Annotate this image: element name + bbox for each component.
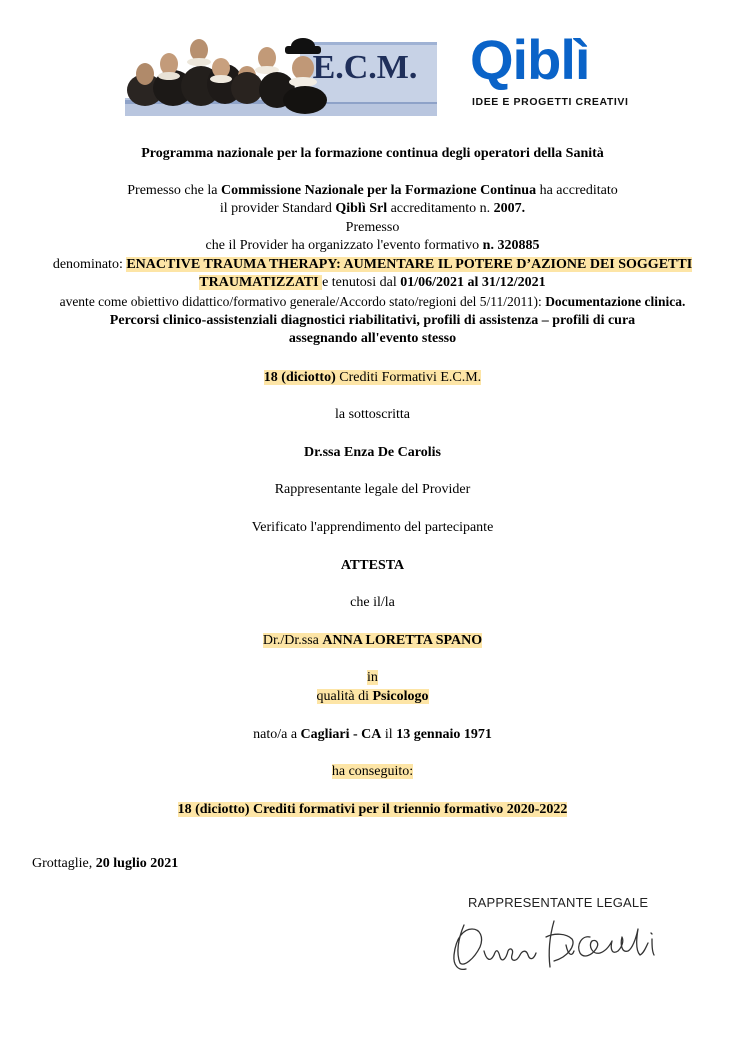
ecm-logo-graphic xyxy=(125,28,437,120)
signatory-role: Rappresentante legale del Provider xyxy=(274,482,471,497)
handwritten-signature xyxy=(450,915,680,981)
che-il-la: che il/la xyxy=(350,595,395,610)
participant-obtained: ha conseguito: xyxy=(331,764,414,779)
intro-line-2: il provider Standard Qiblì Srl accreditamento n. 2007. xyxy=(219,201,526,216)
result-credits: 18 (diciotto) Crediti formativi per il triennio formativo 2020-2022 xyxy=(177,802,568,817)
intro-line-3: Premesso xyxy=(345,220,400,235)
signatory-label: la sottoscritta xyxy=(334,407,411,422)
participant-name: Dr./Dr.ssa ANNA LORETTA SPANO xyxy=(262,633,483,648)
provider-logo-text: Qiblì xyxy=(470,28,590,91)
participant-in: in xyxy=(367,670,378,685)
place-date: Grottaglie, 20 luglio 2021 xyxy=(32,856,179,871)
participant-birth: nato/a a Cagliari - CA il 13 gennaio 1971 xyxy=(253,727,492,742)
intro-line-7: avente come obiettivo didattico/formativo generale/Accordo stato/regioni del 5/11/2011): Documentazione clinica. xyxy=(59,294,686,309)
signature-title: RAPPRESENTANTE LEGALE xyxy=(468,895,649,910)
credits-line: 18 (diciotto) Crediti Formativi E.C.M. xyxy=(263,370,482,385)
signatory-name: Dr.ssa Enza De Carolis xyxy=(304,445,441,460)
verification-text: Verificato l'apprendimento del partecipante xyxy=(251,520,494,535)
intro-line-6: TRAUMATIZZATI e tenutosi dal 01/06/2021 al 31/12/2021 xyxy=(199,275,546,290)
intro-line-4: che il Provider ha organizzato l'evento formativo n. 320885 xyxy=(205,238,540,253)
intro-line-8: Percorsi clinico-assistenziali diagnostici riabilitativi, profili di assistenza – profili di cura xyxy=(109,313,636,328)
ecm-logo xyxy=(125,28,437,120)
intro-line-9: assegnando all'evento stesso xyxy=(288,331,457,346)
attesta-heading: ATTESTA xyxy=(340,558,405,573)
provider-tagline: IDEE E PROGETTI CREATIVI xyxy=(472,96,629,108)
intro-line-1: Premesso che la Commissione Nazionale per la Formazione Continua ha accreditato xyxy=(127,183,618,198)
provider-logo xyxy=(470,30,640,116)
intro-line-5: denominato: ENACTIVE TRAUMA THERAPY: AUMENTARE IL POTERE D’AZIONE DEI SOGGETTI xyxy=(52,257,693,272)
participant-qualification: qualità di Psicologo xyxy=(316,689,429,704)
ecm-logo-text: E.C.M. xyxy=(312,49,418,86)
event-title: ENACTIVE TRAUMA THERAPY: AUMENTARE IL POTERE D’AZIONE DEI SOGGETTI xyxy=(126,257,693,272)
signature-block xyxy=(450,893,680,983)
page-title: Programma nazionale per la formazione continua degli operatori della Sanità xyxy=(141,146,604,161)
